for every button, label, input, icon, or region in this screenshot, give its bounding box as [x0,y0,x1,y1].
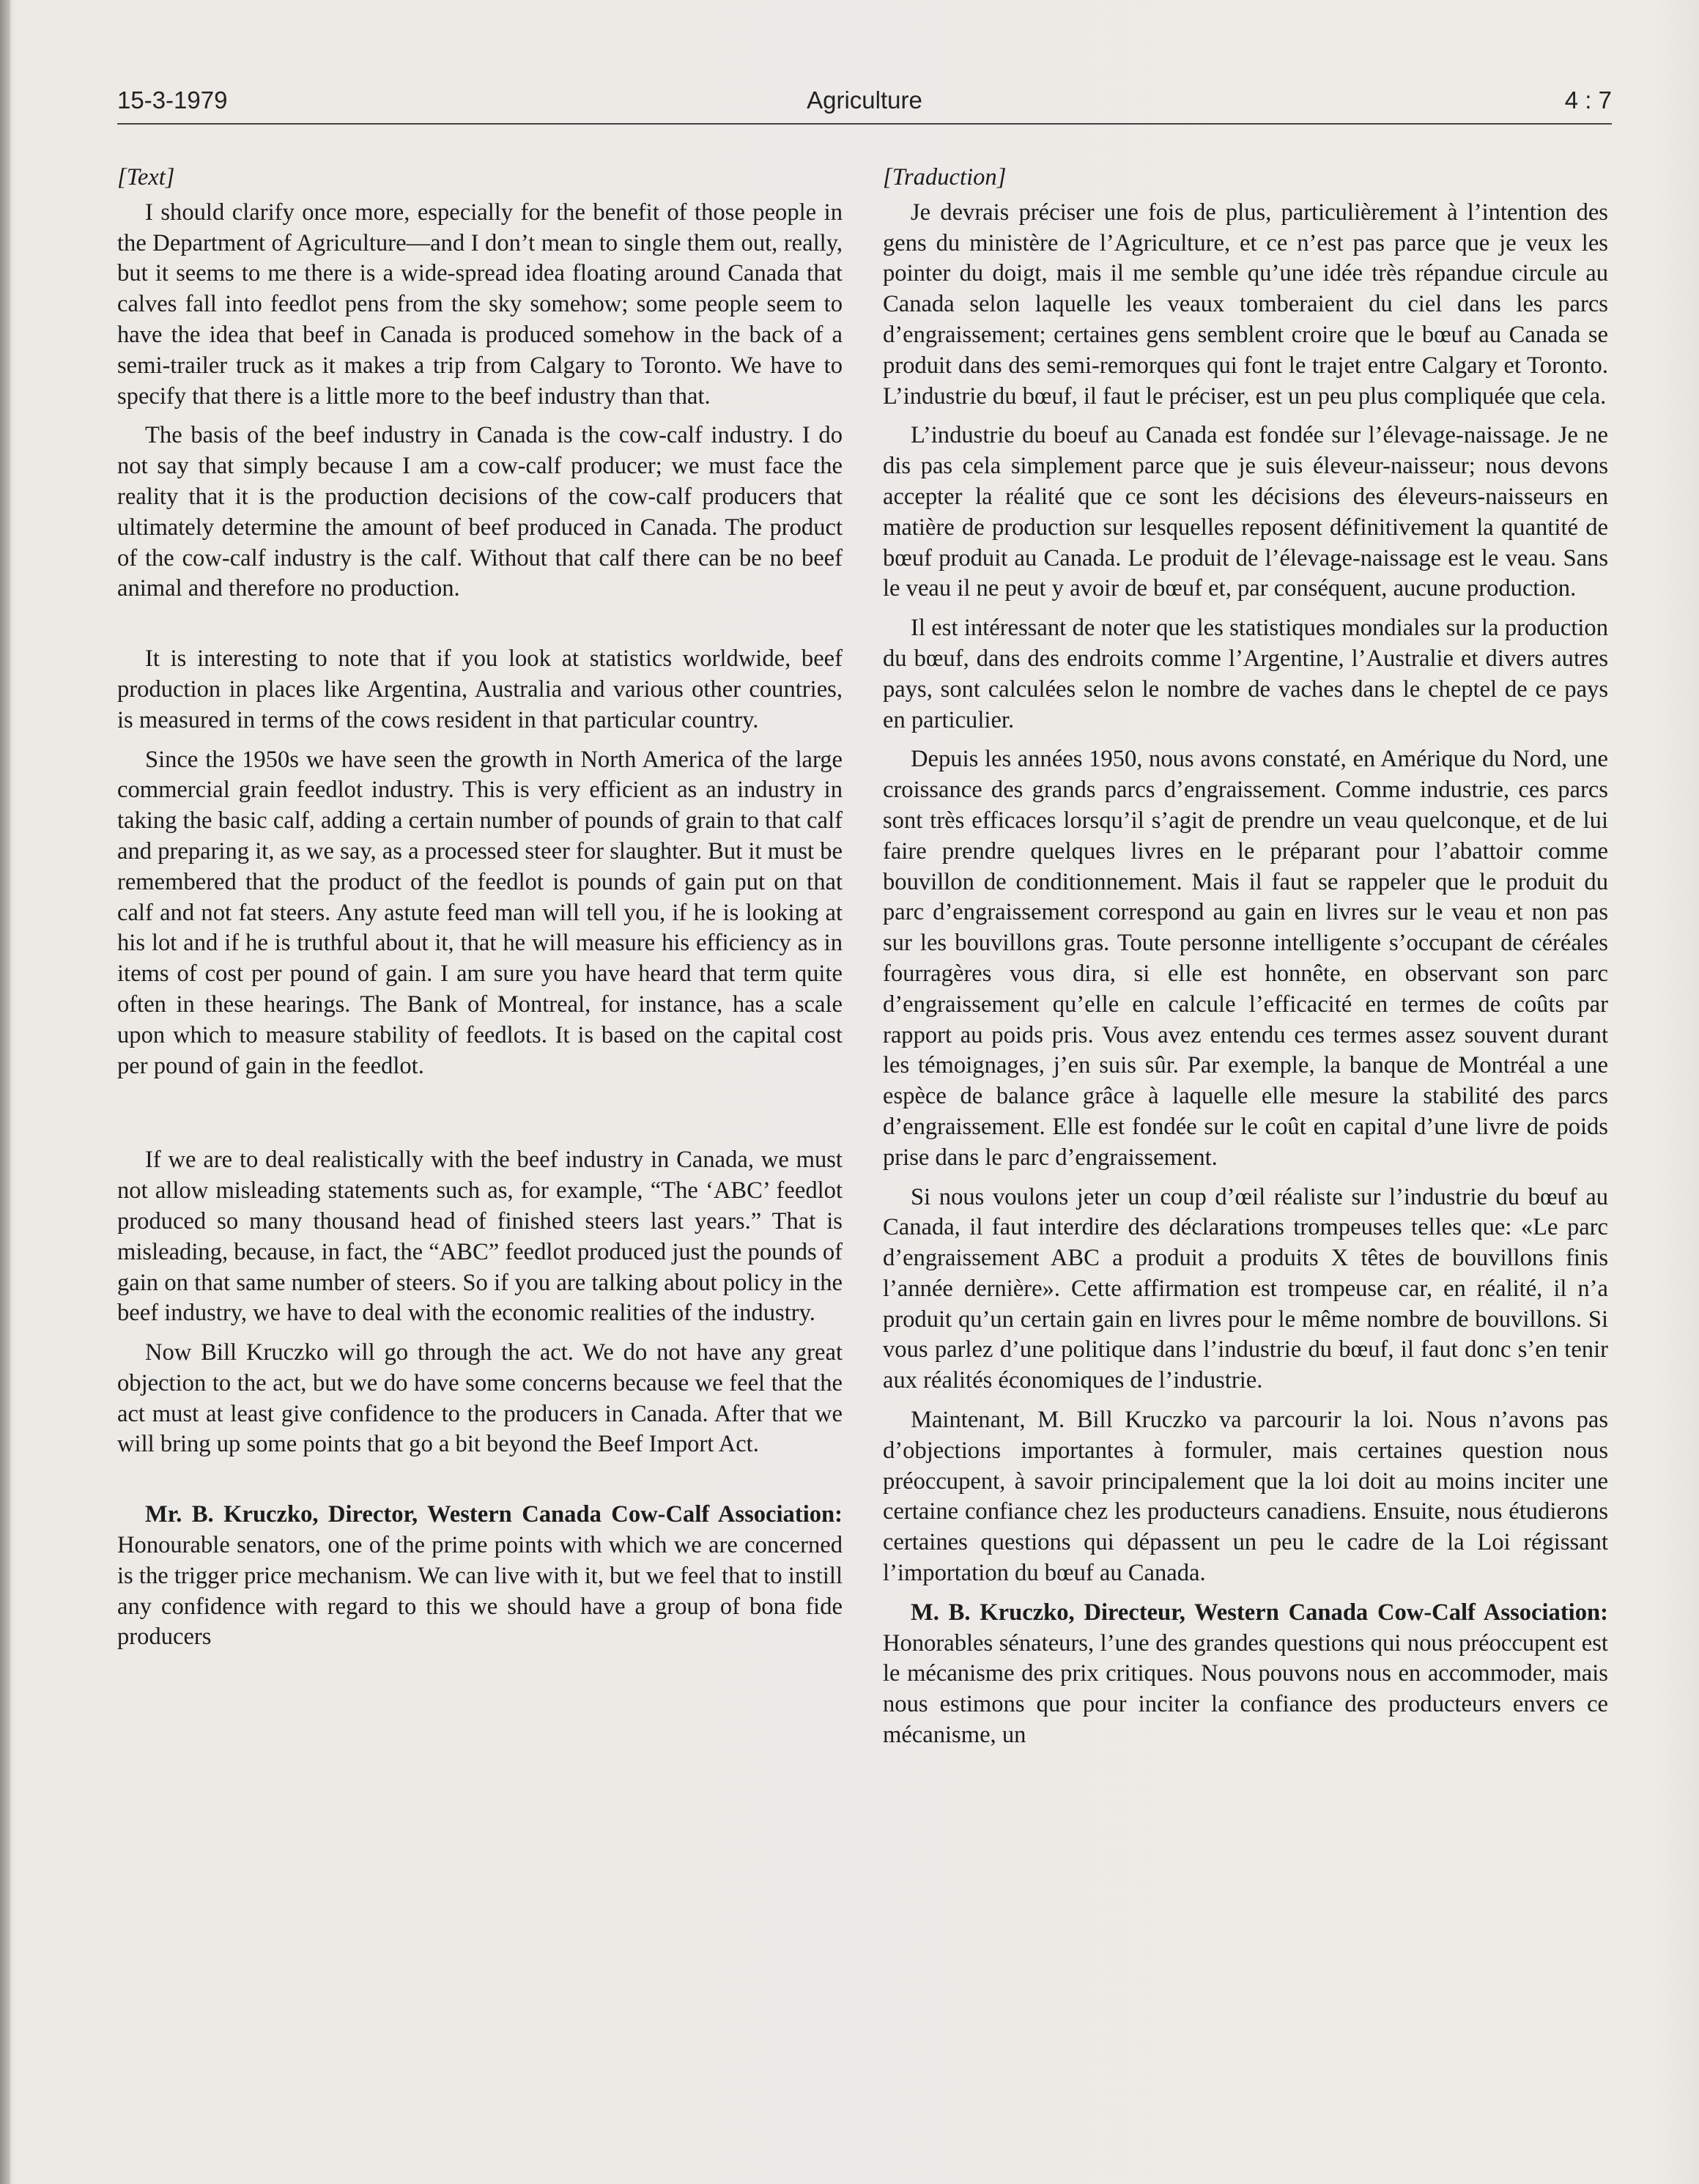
text-marker: [Text] [117,164,175,190]
paragraph: I should clarify once more, especially for the benefit of those people in the Department of Agriculture—and I don’t mean to single them out, really, but it seems to me there is a wide-spread idea floating around Canada that calves fall into feedlot pens from the sky somehow; some people seem to have the idea that beef in Canada is produced somehow in the back of a semi-trailer truck as it makes a trip from Calgary to Toronto. We have to specify that there is a little more to the beef industry than that. [117,199,843,410]
paragraph: Si nous voulons jeter un coup d’œil réaliste sur l’industrie du bœuf au Canada, il faut interdire des déclarations trompeuses telles que: «Le parc d’engraissement ABC a produit a produits X têtes de bouvillons finis l’année dernière». Cette affirmation est trompeuse car, en réalité, il n’a produit qu’un certain gain en livres pour le même nombre de bouvillons. Si vous parlez d’une politique dans l’industrie du bœuf, il faut donc s’en tenir aux réalités économiques de l’industrie. [883,1183,1608,1394]
binding-edge [0,0,10,2184]
paragraph: Maintenant, M. Bill Kruczko va parcourir la loi. Nous n’avons pas d’objections importantes à formuler, mais certaines question nous préoccupent, à savoir principalement que la loi doit au moins inciter une certaine confiance chez les producteurs canadiens. Ensuite, nous étudierons certaines questions qui dépassent un peu le cadre de la Loi régissant l’importation du bœuf au Canada. [883,1407,1608,1587]
paragraph: If we are to deal realistically with the beef industry in Canada, we must not allow misleading statements such as, for example, “The ‘ABC’ feedlot produced so many thousand head of finished steers last years.” That is misleading, because, in fact, the “ABC” feedlot produced just the pounds of gain on that same number of steers. So if you are talking about policy in the beef industry, we have to deal with the economic realities of the industry. [117,1147,843,1327]
paragraph: L’industrie du boeuf au Canada est fondée sur l’élevage-naissage. Je ne dis pas cela simplement parce que je suis éleveur-naisseur; nous devons accepter la réalité que ce sont les décisions des éleveurs-naisseurs en matière de production sur lesquelles reposent définitivement la quantité de bœuf produit au Canada. Le produit de l’élevage-naissage est le veau. Sans le veau il ne peut y avoir de bœuf et, par conséquent, aucune production. [883,422,1608,602]
speaker-text: Honorables sénateurs, l’une des grandes questions qui nous préoccupent est le mécanisme des prix critiques. Nous pouvons nous en accommoder, mais nous estimons que pour inciter la confiance des producteurs envers ce mécanisme, un [883,1629,1608,1749]
french-column [883,163,1608,1760]
header-rule [117,123,1612,125]
speaker-text: Honourable senators, one of the prime points with which we are concerned is the trigger price mechanism. We can live with it, but we feel that to instill any confidence with regard to this we should have a group of bona fide producers [117,1532,843,1651]
paragraph: Since the 1950s we have seen the growth in North America of the large commercial grain feedlot industry. This is very efficient as an industry in taking the basic calf, adding a certain number of pounds of grain to that calf and preparing it, as we say, as a processed steer for slaughter. But it must be remembered that the product of the feedlot is pounds of gain put on that calf and not fat steers. Any astute feed man will tell you, if he is looking at his lot and if he is truthful about it, that he will measure his efficiency as in items of cost per pound of gain. I am sure you have heard that term quite often in these hearings. The Bank of Montreal, for instance, has a scale upon which to measure stability of feedlots. It is based on the capital cost per pound of gain in the feedlot. [117,746,843,1079]
paragraph: It is interesting to note that if you look at statistics worldwide, beef production in places like Argentina, Australia and various other countries, is measured in terms of the cows resident in that particular country. [117,645,843,733]
speaker-paragraph [117,1500,843,1653]
paragraph: Depuis les années 1950, nous avons constaté, en Amérique du Nord, une croissance des grands parcs d’engraissement. Comme industrie, ces parcs sont très efficaces lorsqu’il s’agit de prendre un veau quelconque, et de lui faire prendre quelques livres en le préparant pour l’abattoir comme bouvillon de conditionnement. Mais il faut se rappeler que le produit du parc d’engraissement correspond au gain en livres sur le veau et non pas sur les bouvillons gras. Toute personne intelligente s’occupant de céréales fourragères vous dira, si elle est honnête, en observant son parc d’engraissement qu’elle en calcule l’efficacité en termes de coûts par rapport au poids pris. Vous avez entendu ces termes assez souvent durant les témoignages, j’en suis sûr. Par exemple, la banque de Montréal a une espèce de balance grâce à laquelle elle mesure la stabilité des parcs d’engraissement. Elle est fondée sur le coût en capital d’une livre de poids prise dans le parc d’engraissement. [883,746,1608,1171]
paragraph: Il est intéressant de noter que les statistiques mondiales sur la production du bœuf, dans des endroits comme l’Argentine, l’Australie et divers autres pays, sont calculées selon le nombre de vaches dans le cheptel de ce pays en particulier. [883,615,1608,733]
speaker-name: Mr. B. Kruczko, Director, Western Canada Cow-Calf Association: [145,1501,843,1528]
paragraph: The basis of the beef industry in Canada is the cow-calf industry. I do not say that simply because I am a cow-calf producer; we must face the reality that it is the production decisions of the cow-calf producers that ultimately determine the amount of beef produced in Canada. The product of the cow-calf industry is the calf. Without that calf there can be no beef animal and therefore no production. [117,422,843,602]
speaker-name: M. B. Kruczko, Directeur, Western Canada Cow-Calf Association: [911,1599,1608,1626]
header-section-title: Agriculture [807,86,922,114]
page-header [117,86,1612,123]
header-page-number: 4 : 7 [1564,86,1612,114]
english-column [117,163,843,1662]
paragraph: Now Bill Kruczko will go through the act. We do not have any great objection to the act, but we do have some concerns because we feel that the act must at least give confidence to the producers in Canada. After that we will bring up some points that go a bit beyond the Beef Import Act. [117,1339,843,1458]
translation-marker: [Traduction] [883,164,1007,190]
speaker-paragraph [883,1598,1608,1751]
header-date: 15-3-1979 [117,86,228,114]
paragraph: Je devrais préciser une fois de plus, particulièrement à l’intention des gens du ministère de l’Agriculture, et ce n’est pas parce que je veux les pointer du doigt, mais il me semble qu’une idée très répandue circule au Canada selon laquelle les veaux tomberaient du ciel dans les parcs d’engraissement; certaines gens semblent croire que le bœuf au Canada se produit dans des semi-remorques qui font le trajet entre Calgary et Toronto. L’industrie du bœuf, il faut le préciser, est un peu plus compliquée que cela. [883,199,1608,410]
